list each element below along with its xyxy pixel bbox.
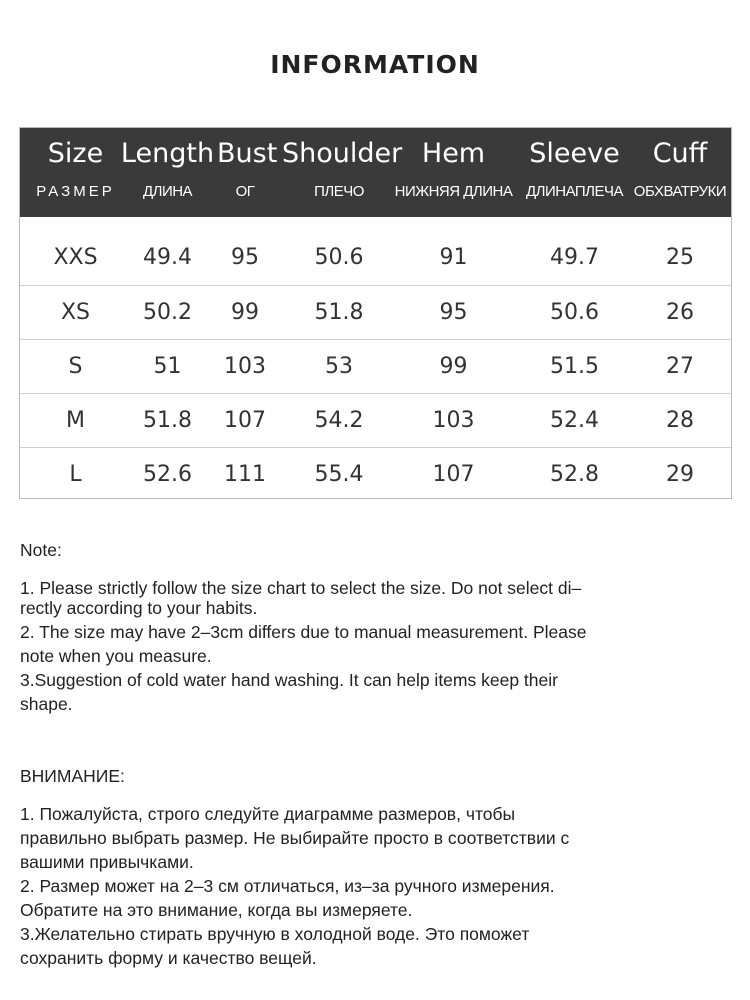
note-line: вашими привычками. <box>20 852 194 872</box>
note-line: 2. The size may have 2–3cm differs due to manual measurement. Please <box>20 622 587 642</box>
header-cuff <box>630 128 730 217</box>
cell-shoulder: 53 <box>325 354 353 379</box>
cell-hem: 107 <box>432 462 475 487</box>
cell-hem: 91 <box>439 245 468 270</box>
header-hem-en: Hem <box>421 138 486 169</box>
header-size-ru: РАЗМЕР <box>36 183 115 200</box>
header-size <box>20 128 131 217</box>
cell-shoulder: 51.8 <box>314 300 364 325</box>
table-row <box>20 447 731 501</box>
cell-size: XXS <box>53 245 98 270</box>
note-line: note when you measure. <box>20 646 212 666</box>
note-heading-ru: ВНИМАНИЕ: <box>20 766 125 786</box>
header-size-en: Size <box>47 138 104 169</box>
page-title: INFORMATION <box>270 50 480 79</box>
cell-size: L <box>69 462 82 487</box>
cell-hem: 95 <box>439 300 468 325</box>
header-bust-en: Bust <box>217 138 278 169</box>
cell-hem: 103 <box>432 408 475 433</box>
header-length <box>117 128 218 217</box>
cell-shoulder: 50.6 <box>314 245 364 270</box>
note-line: Обратите на это внимание, когда вы измеряете. <box>20 900 413 920</box>
header-length-ru: ДЛИНА <box>142 183 193 200</box>
note-line: 3.Желательно стирать вручную в холодной воде. Это поможет <box>20 924 530 944</box>
note-line: 1. Пожалуйста, строго следуйте диаграмме размеров, чтобы <box>20 804 516 824</box>
cell-bust: 99 <box>231 300 259 325</box>
header-sleeve <box>518 128 631 217</box>
header-sleeve-en: Sleeve <box>529 138 620 169</box>
note-line: сохранить форму и качество вещей. <box>20 948 317 968</box>
cell-sleeve: 50.6 <box>550 300 599 325</box>
table-row <box>20 285 731 339</box>
cell-length: 49.4 <box>143 245 192 270</box>
cell-bust: 103 <box>224 354 266 379</box>
header-bust <box>217 128 278 217</box>
cell-cuff: 27 <box>666 354 694 379</box>
header-bust-ru: ОГ <box>235 183 255 200</box>
header-cuff-en: Cuff <box>652 138 708 169</box>
note-line: 2. Размер может на 2–3 см отличаться, из–за ручного измерения. <box>20 876 555 896</box>
header-hem <box>390 128 517 217</box>
cell-cuff: 29 <box>666 462 694 487</box>
cell-length: 52.6 <box>143 462 192 487</box>
header-sleeve-ru: ДЛИНАПЛЕЧА <box>525 183 624 200</box>
cell-bust: 107 <box>224 408 266 433</box>
note-line: 1. Please strictly follow the size chart to select the size. Do not select di– <box>20 578 582 598</box>
table-row <box>20 393 731 447</box>
cell-bust: 111 <box>224 462 266 487</box>
cell-cuff: 25 <box>666 245 694 270</box>
cell-cuff: 26 <box>666 300 694 325</box>
cell-sleeve: 49.7 <box>550 245 599 270</box>
cell-sleeve: 51.5 <box>550 354 599 379</box>
cell-length: 50.2 <box>143 300 192 325</box>
table-row <box>20 231 731 285</box>
table-header <box>20 128 731 217</box>
note-line: shape. <box>20 694 73 714</box>
cell-bust: 95 <box>231 245 259 270</box>
cell-length: 51.8 <box>143 408 192 433</box>
cell-shoulder: 55.4 <box>314 462 364 487</box>
cell-sleeve: 52.8 <box>550 462 599 487</box>
note-section-en <box>20 538 720 716</box>
note-line: rectly according to your habits. <box>20 598 258 618</box>
header-cuff-ru: ОБХВАТРУКИ <box>633 183 727 200</box>
cell-hem: 99 <box>439 354 468 379</box>
table-row <box>20 339 731 393</box>
header-shoulder <box>282 128 403 217</box>
header-hem-ru: НИЖНЯЯ ДЛИНА <box>394 183 513 200</box>
note-section-ru <box>20 764 720 970</box>
cell-size: S <box>68 354 83 379</box>
header-length-en: Length <box>120 138 215 169</box>
cell-sleeve: 52.4 <box>550 408 599 433</box>
header-shoulder-en: Shoulder <box>282 138 403 169</box>
cell-shoulder: 54.2 <box>314 408 364 433</box>
note-line: 3.Suggestion of cold water hand washing. It can help items keep their <box>20 670 558 690</box>
cell-size: M <box>66 408 85 433</box>
note-heading-en: Note: <box>20 540 62 560</box>
cell-size: XS <box>60 300 91 325</box>
header-shoulder-ru: ПЛЕЧО <box>314 183 364 200</box>
size-chart-table <box>19 127 732 499</box>
cell-length: 51 <box>153 354 182 379</box>
note-line: правильно выбрать размер. Не выбирайте просто в соответствии с <box>20 828 570 848</box>
cell-cuff: 28 <box>666 408 694 433</box>
